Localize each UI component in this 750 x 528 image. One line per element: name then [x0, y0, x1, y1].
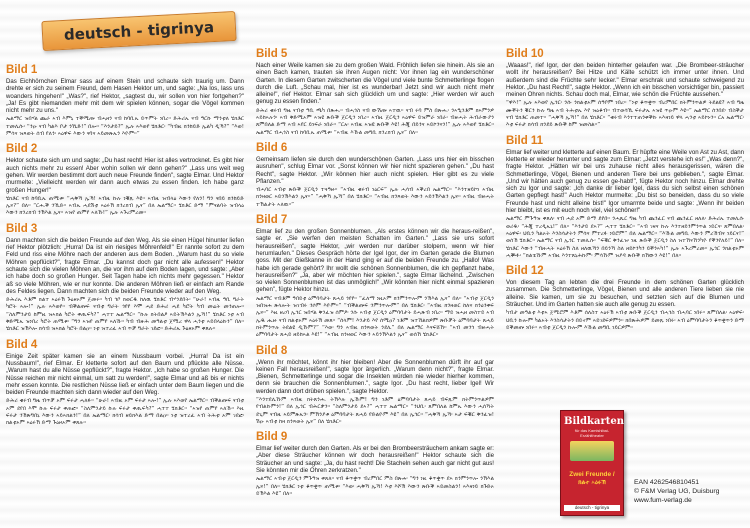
bild-text-tigrinya: “እንተደሊኹም ኣብዚ ክትጸንሑ ትኽእሉ ኢኹም! ግን ነቶም ዕምባባታት ጸሓይ ብፍጹም ክትምንጥልዎም የብልኩምን!” በለ ኢጎር ብሕርቃን። “ስለምንታይ ደኣ?” ሓተተ ኤልማር። “ንህቢ፡ ጸምበለል ከምኡ እውን ሓሰኻት ደጊም ናብዚ ኣይምጽኡን፡ ምኽንያቱ ዕምባባታት ጸሓይ የድልዮም እዩ” በለ ኢጎር። “ሓቅኻ ኢኻ፡ ኣታ ፍቑር ቅንፈዝ! ሽዑ ኣብቲ ከዛ ክንጻወት ኢና” በለ ሄክቶር። — [256, 396, 494, 425]
bild-text-tigrinya: ካብታ መዓልቲ እቲኣ ጀሚሮም እቶም ሰለስተ ኣዕሩኽ ኣብቲ ጽቡቕ ጀርዲን ብሓጎስ ብሓባር ነበሩ። ጸምበለል፡ ኣዕዋፍ፡ ህቢን ኩሎም ካልኦት እንስሳታትን በይኖም ኣይገደፍዎምን። ክበጽሕዎም ይመጹ ነበሩ፡ ኣብ ዕምባባታትን ቆጥቋጥን ድማ ይቕመጡ ነበሩ። ኣብቲ ጀርዲን ኩሎም እኹል መግቢ ነይርዎም። — [506, 310, 744, 331]
publisher-website: www.fum-verlag.de — [634, 497, 692, 504]
bild-text-tigrinya: ድሕሪ ቁሩብ ግዜ ብጥቓ ኦም ፍሩታ ሓለፉ። “ሁራ! ኣብዚ ኦም ፍሩታ ኣሎ!” ኢሉ ኣእወየ ኤልማር። ብቕልጡፍ ናብቲ ኦም ደየበ እሞ ኩሉ ፍሩታ ቀጠፎ። “ስለምንታይ ኩሉ ፍሩታ ቀጢፍካ?” ሓተተ ሄክቶር። “ኣዝየ ጠምየ ኣለኹ። እዚ ፍሩታ ንኸጽግበኒ እውን ኣይኣክልን!” በለ ኤልማር፡ ክሳብ ዘይክእል ድማ በልዐ። ነቲ ዝተረፈ ኣብ ትሕቲ ኦም ገደፎ፡ ክልቲኦም ኣዕሩኽ ድማ ጉዕዞኦም ቀጸሉ። — [6, 398, 244, 427]
bild-text-tigrinya: ኤልማር ምጉዓዝ ቀጸለ፡ ናብ ሓደ ኦም ድማ ደየበ። ንሓጺር ግዜ ካብ ጨንፈር ናብ ጨንፈር ዘለለ፡ ድሕሪኡ ተመሊሱ ወሪዱ፡ “ሕጂ ተረዲኡኒ!” በለ። “እንታይ ደኣ?” ሓተተ ሄክቶር። “ኣብ ገዛና ኩሉ እንተዘይንምንጥል ነይርና፡ ጸምበለል፡ ኣዕዋፍ፡ ህቢን ካልኦት እንስሳታትን ምሳና ምተረፉ ነይሮም” በለ ኤልማር። “እኹል መግቢ እውን ምረኸብና ነይርና!” ወሰኸ ሄክቶር። ኤልማር ናብ ኢጎር ተመሊሱ፡ “ፍቑር ቅንፈዝ፡ ነዚ ጽቡቕ ጀርዲን ስለ ዝተኸናኸንካዮ የቐንየለይ!” በለ። ሄክቶር እውን “ብዙሓት ኣዕሩኽ ስለ ዘለዉኻን በይንኻ ስለ ዘይኮንካን ይቐንኣካ!” ኢሉ ኣጉረምረመ። ኢጎር ንክልቲኦም ሓቚፉ፡ “ክልቴኹም ኣብዚ እንተጸኒሕኩም፡ ምሳኹም ዝያዳ ጽቡቕ ክኸውን እዩ!” በለ። — [506, 216, 744, 259]
bild-text-german: „Waaas!", rief Igor, der den beiden hinterher gelaufen war. „Die Brombeer-sträucher wollt ihr herausreißen? Bei Hitze und Kälte schützt ich immer unter ihnen. Und außerdem sind die Früchte sehr lecker." Elmar erschrak und schaute schweigend zu Hektor. „Du hast Recht!", sagte Hektor. „Wenn ich ein bisschen vorsichtiger bin, passiert meinen Ohren nichts. Schau doch mal, Elmar, wie schön die Früchte aussehen." — [506, 62, 744, 99]
column-1 — [0, 0, 250, 528]
bild-7 — [256, 214, 494, 339]
bild-text-german: Das Eichhörnchen Elmar sass auf einem Stein und schaute sich traurig um. Dann drehte er sich zu seinem Freund, dem Hasen Hektor um, und sagte: „Na los, lass uns woanders hingehen!" „Was?", rief Hektor, „sagtest du, wir sollen von hier fortgehen?" „Ja! Es gibt niemanden mehr mit dem wir spielen können, sogar die Vögel kommen nicht mehr zu uns." — [6, 78, 244, 115]
column-3 — [500, 0, 750, 528]
bild-text-german: Einige Zeit später kamen sie an einem Nussbaum vorbei. „Hurra! Da ist ein Nussbaum!", rief Elmar. Er kletterte sofort auf den Baum und pflückte alle Nüsse. „Warum hast du alle Nüsse gepflückt?", fragte Hektor. „Ich habe so großen Hunger. Die Nüsse reichen mir nicht einmal, um satt zu werden!", sagte Elmar und aß bis er nichts mehr essen konnte. Die restlichen Nüsse ließ er einfach unter dem Baum liegen und die beiden Freunde machten sich dann wieder auf den Weg. — [6, 352, 244, 397]
language-title-banner — [41, 11, 236, 51]
bild-text-german: Elmar lief weiter durch den Garten. Als er bei den Brombeersträuchern ankam sagte er: „Aber diese Sträucher können wir doch herausreißen!" Hektor schaute sich die Sträucher an und sagte: „Ja, du hast recht! Die Stacheln sehen auch gar nicht gut aus! Sie könnten mir die Ohren zerkratzen." — [256, 445, 494, 475]
bild-heading: Bild 3 — [6, 222, 38, 235]
cover-story-title-german: Zwei Freunde / — [569, 471, 615, 478]
bild-text-tigrinya: ኤልማር ኣብቲ ጀርዲን ምጉዓዝ ቀጸለ። ናብ ቆጥቋጥ ብረምበር ምስ በጽሐ፡ “ግን ነዚ ቆጥቋጥ ደኣ ክንምንጥሎ ንኽእል ኢና!” በለ። ሄክቶር ነቲ ቆጥቋጥ ጠሚቱ፡ “እወ፡ ሓቅኻ ኢኻ! እቲ እሾኽ እውን ጽቡቕ ኣይመስልን! ኣእዛነይ ክጉድኦ ይኽእል እዩ” በለ። — [256, 476, 494, 497]
publisher-name: © F&M Verlag UG, Duisburg — [634, 488, 720, 495]
bild-text-german: Hektor schaute sich um und sagte: „Du hast recht! Hier ist alles vertrocknet. Es gibt hier auch nichts mehr zu essen! Aber wohin sollen wir denn gehen?" „Lass uns weit weg gehen. Wir werden bestimmt dort auch neue Freunde finden", sagte Elmar. Und Hektor murmelte: „Vielleicht werden wir dann auch etwas zu essen finden. Ich habe ganz großen Hunger!" — [6, 157, 244, 194]
bild-3 — [6, 223, 244, 334]
bild-text-german: Dann machten sich die beiden Freunde auf den Weg. Als sie einen Hügel hinunter liefen rief Hektor plötzlich: „Hurra! Da ist ein riesiges Möhrenfeld!" Er rannte sofort zu dem Feld und riss eine Möhre nach der anderen aus dem Boden. „Warum hast du so viele Möhren gepflückt?", fragte Elmar. „Du kannst doch gar nicht alle aufessen!" Hektor schaute sich die vielen Möhren an, die vor ihm auf dem Boden lagen, und sagte: „Aber ich habe doch so großen Hunger. Seit Tagen habe ich nichts mehr gegessen." Hektor aß so viele Möhren, wie er nur konnte. Die anderen Möhren ließ er einfach am Rande des Feldes liegen. Dann machten sich die beiden Freunde wieder auf den Weg. — [6, 236, 244, 295]
cover-subtitle: für das Kamishibai-Erzähltheater — [574, 428, 610, 438]
bild-heading: Bild 2 — [6, 143, 38, 156]
bild-heading: Bild 7 — [256, 214, 288, 227]
bild-text-german: Nach einer Weile kamen sie zu dem großen Wald. Fröhlich liefen sie hinein. Als sie an einen Bach kamen, trauten sie ihren Augen nicht: Vor ihnen lag ein wunderschöner Garten. In diesem Garten zwitscherten die Vögel und viele bunte Schmetterlinge flogen durch die Luft. „Schau mal, hier ist es wunderbar! Jetzt sind wir auch nicht mehr alleine!", rief Hektor. Elmar sah sich glücklich um und sagte: „Hier werden wir auch genug zu essen finden." — [256, 62, 494, 106]
publisher-footer — [634, 478, 744, 505]
bild-heading: Bild 4 — [6, 338, 38, 351]
bild-9-continuation — [506, 48, 744, 130]
bild-text-german: Elmar lief weiter und kletterte auf einen Baum. Er hüpfte eine Weile von Ast zu Ast, dann kletterte er wieder herunter und sagte zum Elmar: „Jetzt verstehe ich es!" „Was denn?", fragte Hektor. „Hätten wir bei uns zuhause nicht alles herausgerissen, wären die Schmetterlinge, Vögel, Bienen und anderen Tiere bei uns geblieben.", sagte Elmar. „Und wir hätten auch genug zu essen ge-habt!", fügte Hektor noch hinzu. Elmar drehte sich zu Igor und sagte: „Ich danke dir lieber Igel, dass du sich selbst einen schönen Garten gepflegt hast!" Auch Hektor murmelte: „Du bist so beneiden, dass du so viele Freunde hast und nicht alleine bist!" Igor umarmte beide und sagte: „Wenn ihr beiden hier bleibt, ist es mit euch noch viel, viel schöner!" — [506, 148, 745, 215]
bild-heading: Bild 11 — [506, 134, 544, 147]
bild-text-tigrinya: ድሕሪ ቁሩብ ግዜ ናብቲ ዓቢ ጫካ በጽሑ። ብሓጎስ ናብ ውሽጡ ኣተዉ። ናብ ሩባ ምስ በጽሑ፡ ንኣዒንቶም ክኣምንዎ ኣይከኣሉን፡ ኣብ ቅድሚኦም ኣዝዩ ጽቡቕ ጀርዲን ነበረ። ኣብዚ ጀርዲን ኣዕዋፍ ይዝምራ ነበራ፡ ብዙሓት ሕብራውያን ጸምበለል ድማ ኣብ ኣየር ይነፍራ ነበራ። “ርአ፡ ኣብዚ ኣዝዩ ጽቡቕ እዩ! ሕጂ በይንና ኣይኮንናን!” ኢሉ ኣእወየ ሄክቶር። ኤልማር ብሓጎስ ናብ ከባቢኡ ጠሚቱ፡ “ኣብዚ እኹል መግቢ ክንረክብ ኢና” በለ። — [256, 107, 494, 136]
bild-text-tigrinya: ኤልማር ዝበሃል ጨራ ኣብ እምኒ ተቐሚጡ ብሓዘን ናብ ከባቢኡ ይጥምት ነበረ። ድሕሪኡ ናብ ዓርኩ ማንቲለ ሄክቶር ተመሊሱ፡ “ንዑ ናብ ካልእ ቦታ ንኺድ!” በሎ። “እንታይ?” ኢሉ ኣእወየ ሄክቶር፡ “ካብዚ ክንከይድ ኢልካ ዲኻ?” “እወ! ምሳና ዝጻወት ሰብ የለን፡ ኣዕዋፍ እውን ናባና ኣይመጽኡን እዮም።” — [6, 116, 244, 138]
cover-illustration — [570, 441, 614, 461]
bild-4 — [6, 339, 244, 428]
bild-heading: Bild 10 — [506, 48, 544, 60]
cover-language-label: deutsch - tigrinya — [564, 505, 620, 511]
bild-heading: Bild 12 — [506, 265, 544, 278]
bild-8 — [256, 345, 494, 427]
bild-5 — [256, 48, 494, 137]
bild-1 — [6, 64, 244, 138]
bild-text-tigrinya: ሄክቶር ናብ ከባቢኡ ጠሚቱ፡ “ሓቅኻ ኢኻ! ኣብዚ ኩሉ ነቒጹ እዩ። ኣብዚ ዝብላዕ እውን የለን! ግን ናበይ ክንከይድ ኢና?” በለ። “ርሑቕ ንኺድ። ኣብኡ ሓደሽቲ ኣዕሩኽ ክንረክብ ኢና” በለ ኤልማር። ሄክቶር ድማ “ምናልባት ዝብላዕ እውን ክንረክብ ንኽእል ኢና። ኣዝየ ጠምየ ኣለኹ!” ኢሉ ኣጉረምረመ። — [6, 195, 244, 217]
cover-story-title-tigrinya: ክልተ ኣዕሩኽ — [578, 479, 606, 486]
bild-heading: Bild 8 — [256, 344, 288, 357]
ean-code: EAN 4262546810451 — [634, 479, 700, 486]
bild-text-tigrinya: ድሕሪኡ እቶም ክልተ ኣዕሩኽ ጉዕዞኦም ጀመሩ። ካብ ጎቦ ክወርዱ ከለዉ ሄክቶር ብሃንደበት፡ “ሁራ! ኣብዚ ዓቢ ግራት ካሮት ኣሎ!” ኢሉ ኣእወየ። ብቕልጡፍ ናብቲ ግራት ጎየየ እሞ ሓደ ድሕሪ ሓደ ካሮት ካብ መሬት መንጠሎ። “ስለምንታይ ከምዚ ዝኣክል ካሮት ቀጢፍካ?” ሓተተ ኤልማር። “ኩሉ ክትበልዖ ኣይትኽእልን ኢኻ!” ሄክቶር ነቲ ኣብ ቅድሚኡ ዝነበረ ካሮት ጠሚቱ፡ “ግን ኣዝየ ጠምየ ኣለኹ። ካብ ብዙሕ መዓልቲ ጀሚረ ዋላ ሓንቲ ኣይበላዕኩን” በለ። ሄክቶር ዝኽእሎ ክሳብ ዝኣክል ካሮት በልዐ። ነቲ ዝተረፈ ኣብ ጥቓ ግራት ገደፎ። ድሕሪኡ ጉዕዞኦም ቀጸሉ። — [6, 297, 244, 333]
bild-12 — [506, 265, 744, 332]
bild-2 — [6, 143, 244, 217]
bild-6 — [256, 142, 494, 209]
bild-text-german: Elmar lief zu den großen Sonnenblumen. „Als erstes können wir die heraus-reißen", sagte er. „Sie werfen den meisten Schatten im Garten." „Lass sie uns sofort herausreißen", sagte Hektor, „wir werden nur darüber stolpern, wenn wir hier herumlaufen." Dieses Gespräch hörte der Igel Igor, der im Garten gerade die Blumen goss. Mit der Gießkanne in der Hand ging er auf die beiden Freunde zu. „Hallo! Was habe ich gerade gehört? Ihr wollt die schönen Sonnenblumen, die ich gepflanzt habe, herausreißen?" „Ja, aber wir möchten hier spielen.", sagte Elmar lächelnd. „Zwischen so vielen Sonnenblumen ist das unmöglich!" „Wir könnten hier nicht einmal spazieren gehen", fügte Hektor hinzu. — [256, 228, 494, 294]
bild-text-tigrinya: ብሓባር ኣብቲ ጽቡቕ ጀርዲን ተጓዓዙ። “ኣብዚ ቁሩብ ነዕርፍ” ኢሉ ሓሳብ ኣቕረበ ኤልማር። “እንተዘይኮነ ኣብዚ ክንዛወር ኣይንኽእልን ኢና።” “ሓቅኻ ኢኻ” በለ ሄክቶር። “ኣብዚ ክንጻወት እውን ኣይንኽእልን ኢና። ኣብዚ ብዙሓት ተኽልታት ኣለዉ።” — [256, 187, 494, 208]
bild-heading: Bild 1 — [6, 64, 38, 76]
bild-9 — [256, 431, 494, 498]
bild-text-german: Gemeinsam liefen sie durch den wunderschönen Garten. „Lass uns hier ein bisschen ausruhen", schlug Elmar vor. „Sonst können wir hier nicht spazieren gehen." „Du hast Recht", sagte Hektor. „Wir können hier auch nicht spielen. Hier gibt es zu viele Pflanzen." — [256, 155, 494, 185]
cover-title: Bildkarten — [564, 416, 624, 427]
bild-heading: Bild 5 — [256, 48, 288, 60]
column-2 — [250, 0, 500, 528]
language-title: deutsch - tigrinya — [63, 18, 215, 44]
bild-text-tigrinya: “ዋእ!” ኢሉ ኣእወየ ኢጎር፡ ንሱ ንክልቲኦም ሰዓቦም ነበረ። “ነቲ ቆጥቋጥ ብረምበር ክትምንጥልዎ ትደልዩ? ኣብ ግዜ ሙቐትን ቑርን ኩሉ ግዜ ኣብ ትሕቲኡ እየ ዝዕቆብ። ብተወሳኺ ፍሩታኡ ኣዝዩ ጥዑም እዩ።” ኤልማር ሰንበደ፡ ብስቕታ ናብ ሄክቶር ጠመተ። “ሓቅኻ ኢኻ!” በለ ሄክቶር። “ቁሩብ እንተተጠንቀቕኩ ኣእዛነይ ዋላ ሓንቲ ኣይኮኑን። ርአ ኤልማር፡ እቲ ፍሩታ ክሳብ ክንደይ ጽቡቕ ከም ዝመስል።” — [506, 100, 744, 129]
bild-heading: Bild 6 — [256, 141, 288, 154]
bild-text-german: Von diesem Tag an lebten die drei Freunde in dem schönen Garten glücklich zusammen. Die Schmetterlinge, Vögel, Bienen und alle anderen Tiere lieben sie nie alleine. Sie kamen, um sie zu besuchen, und setzten sich auf die Blumen und Sträucher. Und im Garten hatten sie auch alle genug zu essen. — [506, 279, 744, 309]
bild-heading: Bild 9 — [256, 431, 288, 444]
book-cover-thumbnail — [560, 410, 624, 516]
bild-text-tigrinya: ኤልማር ናብቶም ዓበይቲ ዕምባባታት ጸሓይ ጎየየ። “ፈለማ ነዚኦም ክንምንጥሎም ንኽእል ኢና” በለ። “ኣብቲ ጀርዲን ዝበዝሐ ጽላሎት ዝገብሩ ንሶም እዮም።” “ብቕልጡፍ ንምንጥሎም” በለ ሄክቶር፡ “ኣብዚ ክንዛወር ከለና ክንዕንቀፍ ኢና።” እዚ ዘረባ ኢጎር ዝበሃል ቅንፈዝ ሰምዖ፡ ንሱ ኣብቲ ጀርዲን ዕምባባታት ይሓጽብ ነበረ። ማይ ዝሓዘ መስተይ ኣብ ኢዱ ሒዙ ናብ ክልቲኦም ኣዕሩኽ መጸ። “ሰላም! እንታይ እየ ሰሚዐ? ነቶም ዝተኸልክዎም ጽቡቓት ዕምባባታት ጸሓይ ክትምንጥሉ ትደልዩ ዲኹም?” “እወ፡ ግን ኣብዚ ክንጻወት ንደሊ” በለ ኤልማር እናፍሸኸ። “ኣብ መንጎ ብዙሓት ዕምባባታት ጸሓይ ዘይከኣል እዩ!” “ኣብዚ ክንዛወር እውን ኣይንኽእልን ኢና” ወሰኸ ሄክቶር። — [256, 295, 494, 339]
bild-11 — [506, 135, 744, 260]
bild-text-german: „Wenn ihr möchtet, könnt ihr hier bleiben! Aber die Sonnenblumen dürft ihr auf gar keinen Fall herausreißen!", sagte Igor ärgerlich. „Warum denn nicht?", fragte Elmar. „Bienen, Schmetterlinge und sogar die Insekten würden nie wieder hierher kommen, denn sie brauchen die Sonnenblumen.", sagte Igor. „Du hast recht, lieber Igel! Wir werden dann dort drüben spielen.", sagte Hektor. — [256, 358, 494, 395]
